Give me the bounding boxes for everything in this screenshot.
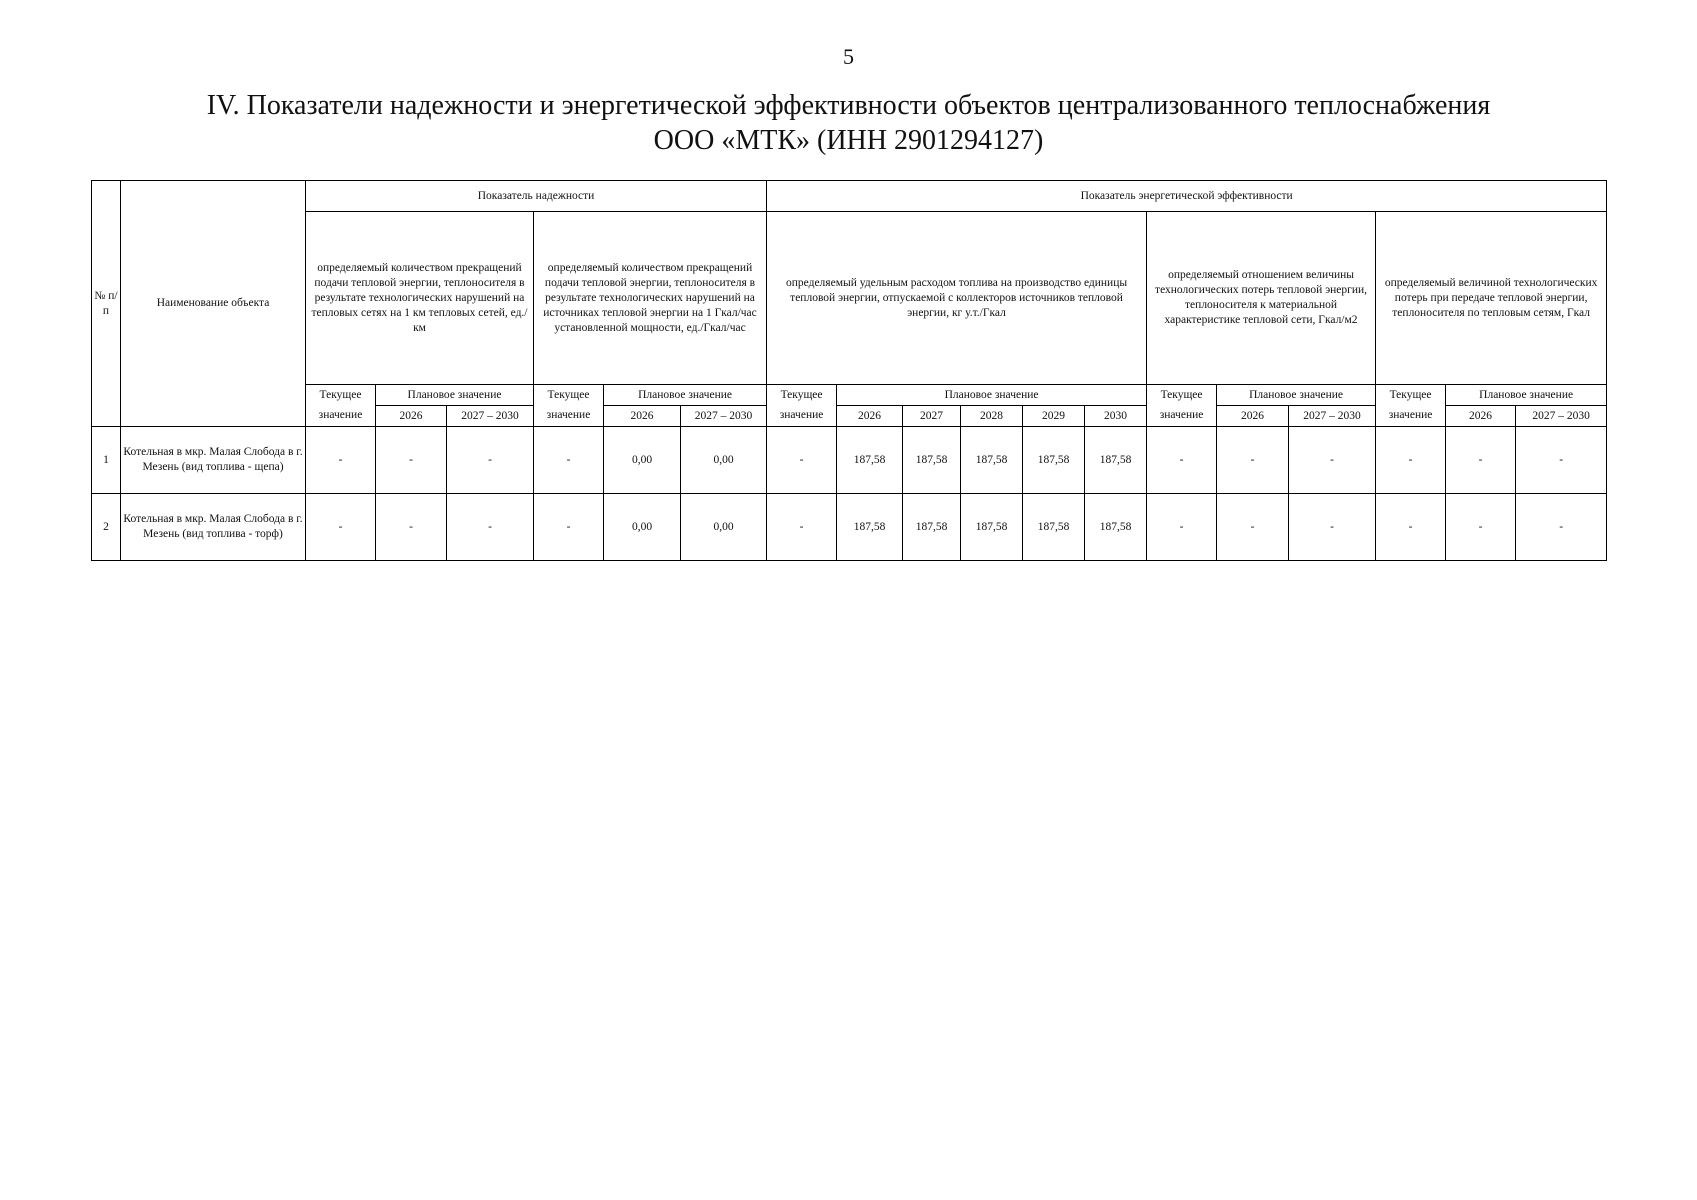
cell-value: 187,58: [1085, 427, 1147, 494]
table-row: [92, 427, 1607, 494]
header-year: 2028: [961, 406, 1023, 427]
cell-value: -: [1147, 494, 1217, 561]
cell-value: 187,58: [1023, 494, 1085, 561]
header-year: 2026: [604, 406, 681, 427]
cell-value: -: [1289, 427, 1376, 494]
header-current-value-3: значение: [767, 406, 837, 427]
cell-value: -: [767, 494, 837, 561]
header-desc-fuel-consumption: определяемый удельным расходом топлива на производство единицы тепловой энергии, отпускаемой с коллекторов источников тепловой энергии, кг у.т./Гкал: [767, 212, 1147, 385]
indicators-table: [91, 180, 1607, 561]
header-planned-2: Плановое значение: [604, 385, 767, 406]
header-planned-3: Плановое значение: [837, 385, 1147, 406]
header-current-3: Текущее: [767, 385, 837, 406]
cell-value: -: [1446, 427, 1516, 494]
cell-value: 0,00: [681, 427, 767, 494]
header-num: № п/п: [92, 181, 121, 427]
cell-value: 0,00: [604, 494, 681, 561]
header-year: 2026: [376, 406, 447, 427]
cell-value: -: [376, 427, 447, 494]
row-object-name: Котельная в мкр. Малая Слобода в г. Мезень (вид топлива - щепа): [121, 427, 306, 494]
header-current-5: Текущее: [1376, 385, 1446, 406]
header-year: 2026: [1446, 406, 1516, 427]
cell-value: -: [1217, 427, 1289, 494]
row-object-name: Котельная в мкр. Малая Слобода в г. Мезень (вид топлива - торф): [121, 494, 306, 561]
cell-value: 187,58: [961, 494, 1023, 561]
cell-value: -: [1289, 494, 1376, 561]
cell-value: -: [376, 494, 447, 561]
table-row: [92, 494, 1607, 561]
header-current-value-2: значение: [534, 406, 604, 427]
header-planned-5: Плановое значение: [1446, 385, 1607, 406]
cell-value: 187,58: [1085, 494, 1147, 561]
title-line-1: IV. Показатели надежности и энергетической эффективности объектов централизованного теплоснабжения: [206, 90, 1491, 121]
header-desc-transmission-losses: определяемый величиной технологических потерь при передаче тепловой энергии, теплоносителя по тепловым сетям, Гкал: [1376, 212, 1607, 385]
cell-value: 0,00: [681, 494, 767, 561]
row-num: 1: [92, 427, 121, 494]
header-current-value-5: значение: [1376, 406, 1446, 427]
header-current-4: Текущее: [1147, 385, 1217, 406]
cell-value: 187,58: [903, 427, 961, 494]
cell-value: -: [767, 427, 837, 494]
header-current-2: Текущее: [534, 385, 604, 406]
cell-value: -: [1217, 494, 1289, 561]
header-group-reliability: Показатель надежности: [306, 181, 767, 212]
cell-value: -: [534, 494, 604, 561]
header-object-name: Наименование объекта: [121, 181, 306, 427]
cell-value: 187,58: [961, 427, 1023, 494]
header-year-range: 2027 – 2030: [447, 406, 534, 427]
header-desc-losses-ratio: определяемый отношением величины технологических потерь тепловой энергии, теплоносителя к материальной характеристике тепловой сети, Гкал/м2: [1147, 212, 1376, 385]
header-year-range: 2027 – 2030: [1289, 406, 1376, 427]
header-year-range: 2027 – 2030: [1516, 406, 1607, 427]
cell-value: -: [1516, 427, 1607, 494]
header-planned-4: Плановое значение: [1217, 385, 1376, 406]
header-current-value-1: значение: [306, 406, 376, 427]
header-group-efficiency: Показатель энергетической эффективности: [767, 181, 1607, 212]
cell-value: 187,58: [903, 494, 961, 561]
title-line-2: ООО «МТК» (ИНН 2901294127): [653, 125, 1044, 156]
row-num: 2: [92, 494, 121, 561]
cell-value: -: [1516, 494, 1607, 561]
header-year: 2026: [1217, 406, 1289, 427]
header-planned-1: Плановое значение: [376, 385, 534, 406]
page-number: 5: [843, 44, 854, 69]
cell-value: -: [447, 494, 534, 561]
header-year-range: 2027 – 2030: [681, 406, 767, 427]
cell-value: -: [306, 494, 376, 561]
cell-value: -: [447, 427, 534, 494]
header-current-1: Текущее: [306, 385, 376, 406]
header-year: 2026: [837, 406, 903, 427]
cell-value: 0,00: [604, 427, 681, 494]
cell-value: -: [1147, 427, 1217, 494]
cell-value: -: [306, 427, 376, 494]
header-year: 2030: [1085, 406, 1147, 427]
header-current-value-4: значение: [1147, 406, 1217, 427]
cell-value: 187,58: [837, 494, 903, 561]
cell-value: -: [1376, 427, 1446, 494]
header-desc-source-interruptions: определяемый количеством прекращений подачи тепловой энергии, теплоносителя в результате технологических нарушений на источниках тепловой энергии на 1 Гкал/час установленной мощности, ед./Гкал/час: [534, 212, 767, 385]
page-title: [0, 88, 1697, 158]
cell-value: 187,58: [837, 427, 903, 494]
cell-value: 187,58: [1023, 427, 1085, 494]
cell-value: -: [1446, 494, 1516, 561]
header-desc-network-interruptions: определяемый количеством прекращений подачи тепловой энергии, теплоносителя в результате технологических нарушений на тепловых сетях на 1 км тепловых сетей, ед./км: [306, 212, 534, 385]
cell-value: -: [534, 427, 604, 494]
cell-value: -: [1376, 494, 1446, 561]
header-year: 2027: [903, 406, 961, 427]
header-year: 2029: [1023, 406, 1085, 427]
